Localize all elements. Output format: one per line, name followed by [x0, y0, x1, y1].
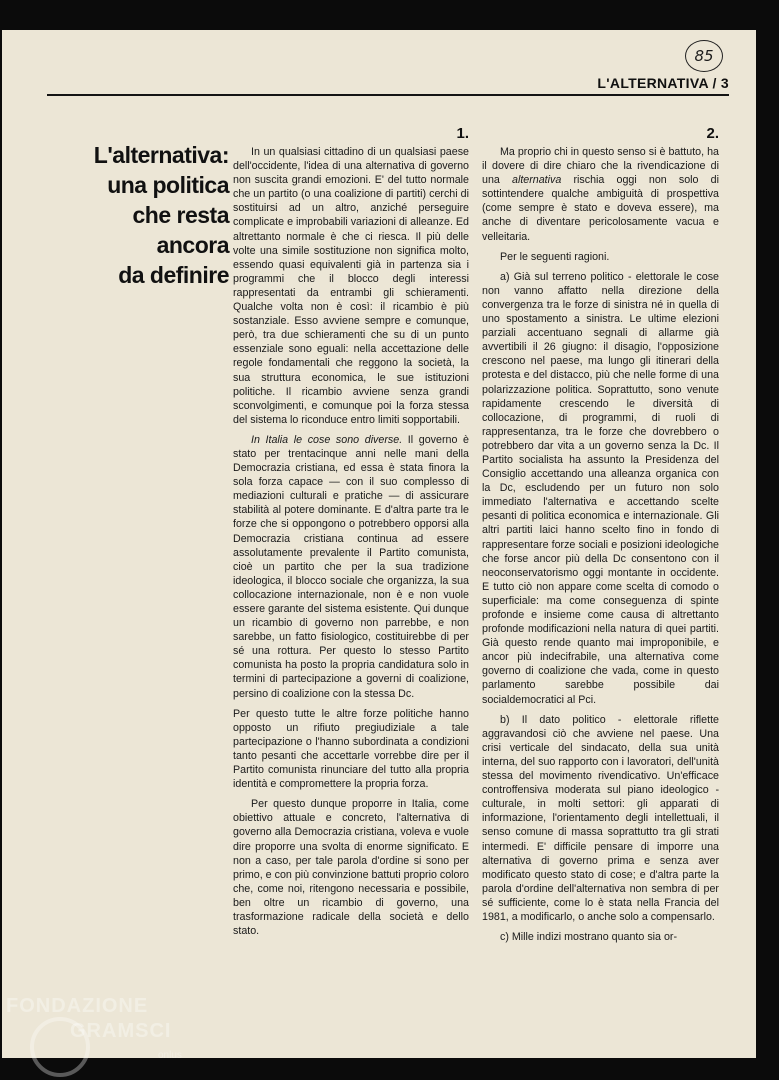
headline-line: da definire [118, 262, 229, 288]
watermark-line1: FONDAZIONE [6, 995, 149, 1017]
paragraph: b) Il dato politico - elettorale riflette aggravandosi ciò che avviene nel paese. Una crisi verticale del sindacato, della sua unità interna, del suo rapporto con i lavoratori, dell'unità stessa del movimento rivendicativo. Un'efficace controffensiva moderata sul piano ideologico - culturale, in molti settori: gli apparati di informazione, l'orientamento degli intellettuali, il senso comune di massa soprattutto tra gli strati intermedi. E' difficile pensare di imporre una alternativa di governo prima e senza aver modificato questo stato di cose; e d'altra parte la parola d'ordine dell'alternativa non sembra di per sé sufficiente, come lo è stata nella Francia del 1981, a modificarlo, o anche solo a compensarlo. [482, 713, 719, 923]
paragraph: Per le seguenti ragioni. [500, 250, 610, 263]
paragraph: Per questo dunque proporre in Italia, come obiettivo attuale e concreto, l'alternativa di governo alla Democrazia cristiana, voleva e vuole dire proporre una svolta di enorme significato. E non a caso, per tale parola d'ordine si sono per primo, e con più convinzione battuti proprio coloro che, come noi, ritengono necessaria e possibile, ben oltre un ricambio di governo, una trasformazione radicale della società e dello stato. [233, 798, 469, 938]
paragraph: Per questo tutte le altre forze politiche hanno opposto un rifiuto pregiudiziale a tale partecipazione o l'hanno subordinata a condizioni tanto pesanti che accettarle vorrebbe dire per il Partito comunista rinunciare del tutto alla propria identità e compromettere la propria forza. [233, 707, 469, 791]
magazine-page [2, 30, 756, 1058]
headline-line: una politica [107, 172, 229, 198]
paragraph: c) Mille indizi mostrano quanto sia or- [500, 931, 678, 944]
section-number: 1. [456, 125, 469, 142]
paragraph: a) Già sul terreno politico - elettorale le cose non vanno affatto nella direzione della convergenza tra le forze di sinistra né in quella di uno spostamento a sinistra. Le ultime elezioni parziali accentuano segnali di allarme già avvertibili il 26 giugno: il disagio, l'opposizione crescono nel paese, ma lungo gli itinerari della protesta e del distacco, più che nelle forme di una polarizzazione politica. Soprattutto, sono venute rapidamente crescendo le diversità di collocazione, di programmi, di ruoli di rappresentanza, tra le forze che dovrebbero o potrebbero dar vita a un governo senza la Dc. Il Partito socialista ha assunto la Presidenza del Consiglio accettando una alleanza organica con la Dc, escludendo per un futuro non solo immediato l'alternativa e accettando scelte pesanti di politica economica e internazionale. Gli altri partiti laici hanno scelto fino in fondo di rappresentare forze sociali e posizioni ideologiche che forse ancor più della Dc consentono con il neoconservatorismo oggi montante in occidente. E tutto ciò non appare come scelta di comodo o superficiale: ma come conseguenza di spinte profonde e insieme come causa di altrettanto profonde modificazioni nella natura di quei partiti. Già questo rende quanto mai improponibile, e ancor più indecifrabile, una alternativa come governo di coalizione che vada, come in questo parlamento sarebbe possibile dai socialdemocratici al Pci. [482, 270, 719, 706]
handwritten-page-number: 85 [685, 40, 723, 72]
paragraph: In un qualsiasi cittadino di un qualsiasi paese dell'occidente, l'idea di una alternativa di governo non suscita grandi emozioni. E' del tutto normale che un partito (o una coalizione di partiti) cerchi di sostituirsi ad un altro, anziché perseguire complicate e improbabili variazioni di alleanze. Ed altrettanto normale è che ci riesca. Il più delle volte una simile sostituzione non significa molto, essendo quasi equivalenti già in partenza sia i programmi che il blocco degli interessi rappresentati da entrambi gli schieramenti. Qualche volta non è così: il ricambio è più sostanziale. Esso avviene sempre e comunque, però, tra due schieramenti che su di un punto essenziale sono eguali: nella accettazione delle regole fondamentali che reggono la società, la sua struttura economica, le sue istituzioni politiche. Il ricambio avviene senza grandi sconvolgimenti, e comunque poi la forza stessa del sistema lo riconduce entro limiti sopportabili. [233, 146, 469, 426]
watermark-line2: GRAMSCI [70, 1020, 172, 1042]
headline-line: L'alternativa: [93, 142, 229, 168]
section-number: 2. [706, 125, 719, 142]
header-rule [47, 94, 729, 96]
headline-line: ancora [156, 232, 229, 258]
text-column-1 [233, 125, 469, 938]
italic-word: alternativa [512, 174, 562, 187]
article-headline [57, 140, 229, 290]
running-head: L'ALTERNATIVA / 3 [597, 75, 729, 91]
headline-line: che resta [132, 202, 229, 228]
italic-phrase: In Italia le cose sono diverse. [251, 433, 403, 446]
text-column-2 [482, 125, 719, 944]
paragraph: Ma proprio chi in questo senso si è battuto, ha il dovere di dire chiaro che la rivendicazione di una alternativa rischia oggi non solo di sottintendere qualche ambiguità di prospettiva (come sempre è stato e doveva essere), ma anche di diventare pericolosamente vacua e velleitaria. [482, 146, 719, 243]
watermark-onlus: onlus [158, 1050, 182, 1061]
paragraph: In Italia le cose sono diverse. Il governo è stato per trentacinque anni nelle mani della Democrazia cristiana, ed essa è stata finora la sola forza capace — con il suo complesso di mediazioni culturali e pratiche — di assicurare stabilità al potere dominante. E d'altra parte tra le forze che si oppongono o potrebbero opporsi alla Democrazia cristiana continua ad essere assolutamente prevalente il Partito comunista, cioè un partito che per la sua tradizione ideologica, il blocco sociale che organizza, la sua collocazione internazionale, non è e non vuole essere garante del sistema esistente. Qui dunque un ricambio di governo non parrebbe, e non sarebbe, un fatto fisiologico, costituirebbe di per sé una rottura. Per questo lo stesso Partito comunista ha posto la propria candidatura solo in termini di partecipazione a governi di coalizione, persino di coalizione con la stessa Dc. [233, 433, 469, 700]
